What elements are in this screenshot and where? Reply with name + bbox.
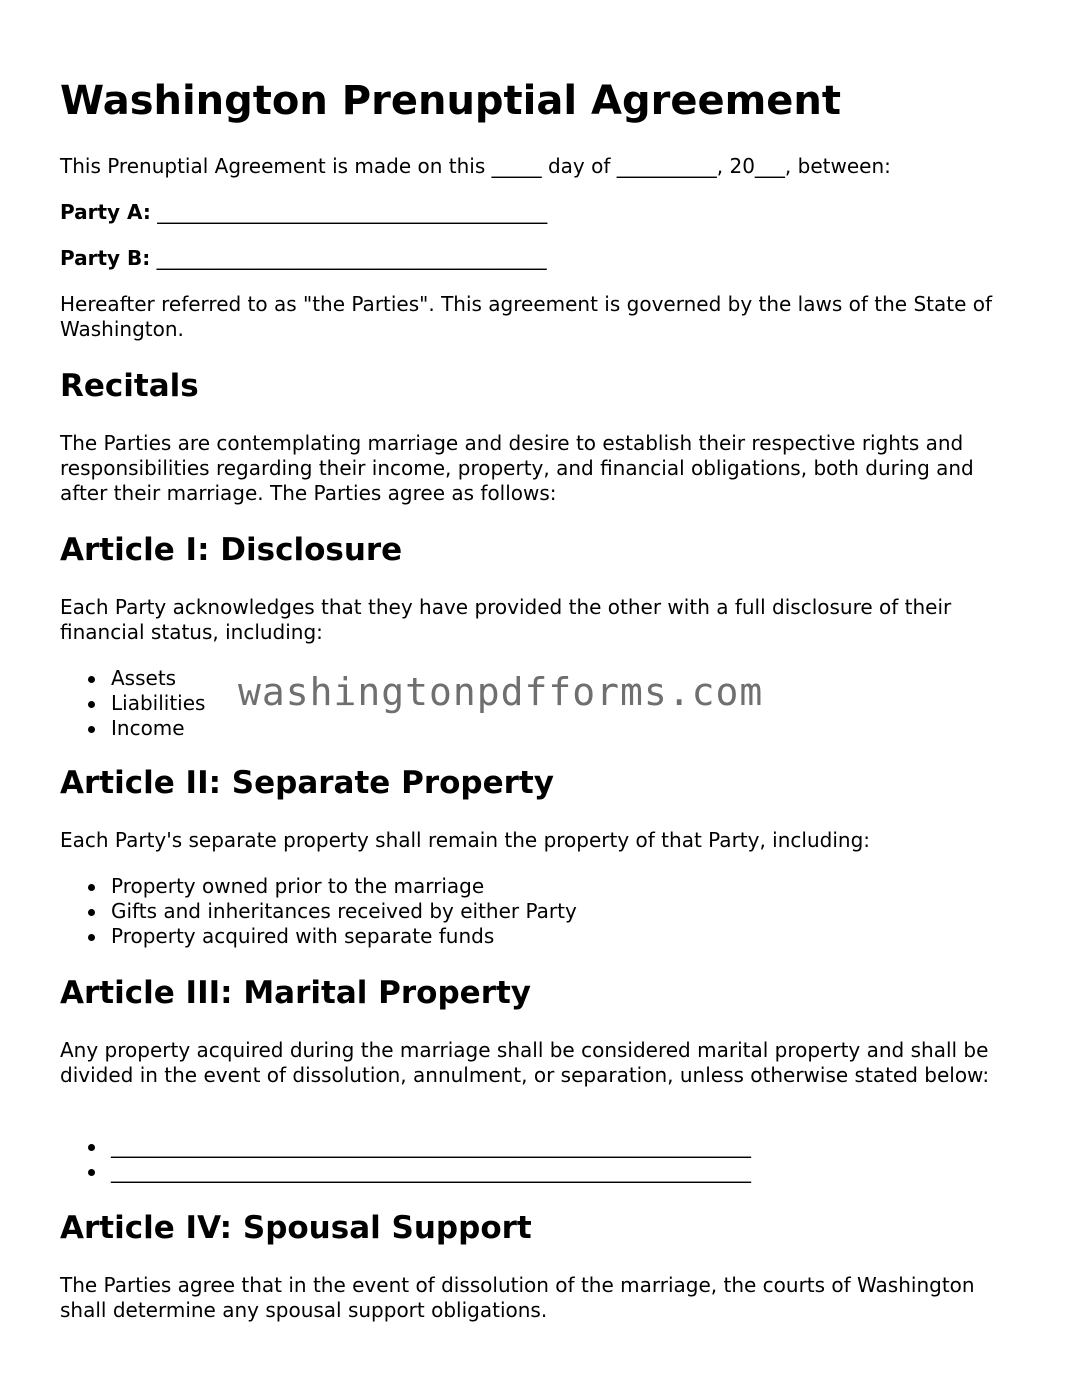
article-3-heading: Article III: Marital Property	[60, 975, 532, 1011]
article-1-heading: Article I: Disclosure	[60, 532, 403, 568]
article-1-paragraph: Each Party acknowledges that they have provided the other with a full disclosure of their financial status, including:	[60, 595, 952, 644]
watermark-text: washingtonpdfforms.com	[238, 670, 764, 714]
party-b-label: Party B:	[60, 246, 151, 270]
recitals-heading: Recitals	[60, 368, 199, 404]
article-2-heading: Article II: Separate Property	[60, 765, 554, 801]
recitals-paragraph: The Parties are contemplating marriage and desire to establish their respective rights and responsibilities regarding their income, property, and financial obligations, both during and after their marriage. The Parties agree as follows:	[60, 431, 974, 505]
article-1-list	[88, 666, 205, 741]
intro-paragraph: This Prenuptial Agreement is made on this _____ day of __________, 20___, between:	[60, 154, 891, 178]
list-item: ________________________________________________________________	[88, 1134, 751, 1159]
hereafter-paragraph: Hereafter referred to as "the Parties". This agreement is governed by the laws of the State of Washington.	[60, 292, 993, 341]
party-a-label: Party A:	[60, 200, 151, 224]
list-item: ________________________________________________________________	[88, 1159, 751, 1184]
document-title: Washington Prenuptial Agreement	[60, 78, 841, 124]
article-3-list	[88, 1134, 751, 1184]
list-item: Income	[88, 716, 205, 741]
article-4-paragraph: The Parties agree that in the event of dissolution of the marriage, the courts of Washington shall determine any spousal support obligations.	[60, 1273, 975, 1322]
list-item: Property acquired with separate funds	[88, 924, 577, 949]
article-3-paragraph: Any property acquired during the marriage shall be considered marital property and shall be divided in the event of dissolution, annulment, or separation, unless otherwise stated below:	[60, 1038, 990, 1087]
article-4-heading: Article IV: Spousal Support	[60, 1210, 532, 1246]
list-item: Assets	[88, 666, 205, 691]
article-2-paragraph: Each Party's separate property shall remain the property of that Party, including:	[60, 828, 870, 852]
list-item: Liabilities	[88, 691, 205, 716]
article-2-list	[88, 874, 577, 949]
party-a-line	[60, 200, 547, 225]
party-b-blank: _______________________________________	[156, 246, 547, 270]
party-b-line	[60, 246, 547, 271]
list-item: Property owned prior to the marriage	[88, 874, 577, 899]
list-item: Gifts and inheritances received by either Party	[88, 899, 577, 924]
party-a-blank: _______________________________________	[157, 200, 548, 224]
